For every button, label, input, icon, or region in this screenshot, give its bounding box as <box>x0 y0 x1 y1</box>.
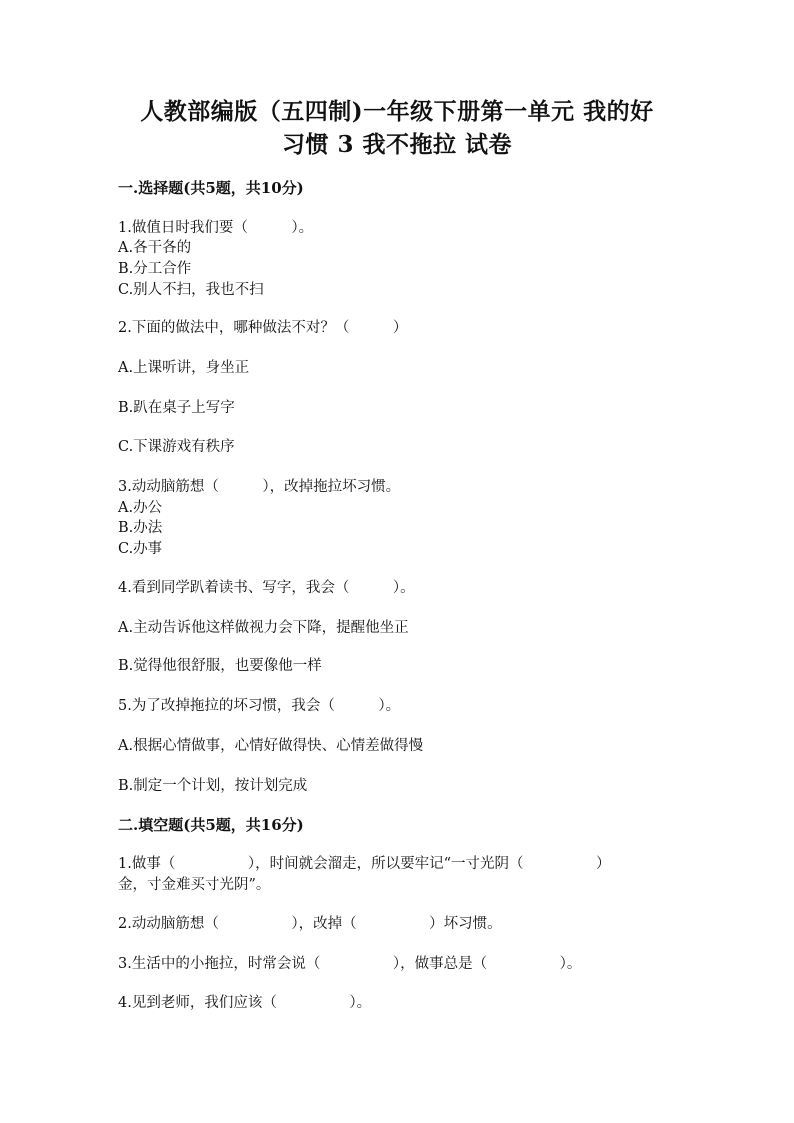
fill-question-4: 4.见到老师，我们应该（ ）。 <box>118 995 372 1011</box>
section-heading-fill-in-blank: 二.填空题(共5题，共16分) <box>118 816 304 834</box>
question-4-option-b: B.觉得他很舒服，也要像他一样 <box>118 658 322 674</box>
question-1-option-a: A.各干各的 <box>118 240 192 256</box>
question-2-stem: 2.下面的做法中，哪种做法不对？（ ） <box>118 320 408 336</box>
fill-question-2: 2.动动脑筋想（ ），改掉（ ）坏习惯。 <box>118 916 502 932</box>
question-5-option-a: A.根据心情做事，心情好做得快、心情差做得慢 <box>118 738 424 754</box>
question-2-option-a: A.上课听讲，身坐正 <box>118 360 250 376</box>
question-4-option-a: A.主动告诉他这样做视力会下降，提醒他坐正 <box>118 620 409 636</box>
question-2-option-b: B.趴在桌子上写字 <box>118 400 235 416</box>
question-3-option-a: A.办公 <box>118 500 163 516</box>
question-5-stem: 5.为了改掉拖拉的坏习惯，我会（ ）。 <box>118 698 401 714</box>
question-1-option-c: C.别人不扫，我也不扫 <box>118 282 264 298</box>
question-3-stem: 3.动动脑筋想（ ），改掉拖拉坏习惯。 <box>118 479 401 495</box>
section-heading-multiple-choice: 一.选择题(共5题，共10分) <box>118 179 304 197</box>
question-5-option-b: B.制定一个计划，按计划完成 <box>118 778 308 794</box>
question-4-stem: 4.看到同学趴着读书、写字，我会（ ）。 <box>118 580 415 596</box>
page-title-line-2: 习惯 3 我不拖拉 试卷 <box>281 131 513 158</box>
question-3-option-b: B.办法 <box>118 520 163 536</box>
question-2-option-c: C.下课游戏有秩序 <box>118 439 235 455</box>
fill-question-1-line-1: 1.做事（ ），时间就会溜走，所以要牢记“一寸光阴（ ） <box>118 856 611 872</box>
fill-question-3: 3.生活中的小拖拉，时常会说（ ），做事总是（ ）。 <box>118 956 582 972</box>
question-3-option-c: C.办事 <box>118 541 163 557</box>
question-1-option-b: B.分工合作 <box>118 261 192 277</box>
question-1-stem: 1.做值日时我们要（ ）。 <box>118 220 314 236</box>
fill-question-1-line-2: 金，寸金难买寸光阴”。 <box>118 877 271 893</box>
page-title-line-1: 人教部编版（五四制)一年级下册第一单元 我的好 <box>140 98 654 125</box>
